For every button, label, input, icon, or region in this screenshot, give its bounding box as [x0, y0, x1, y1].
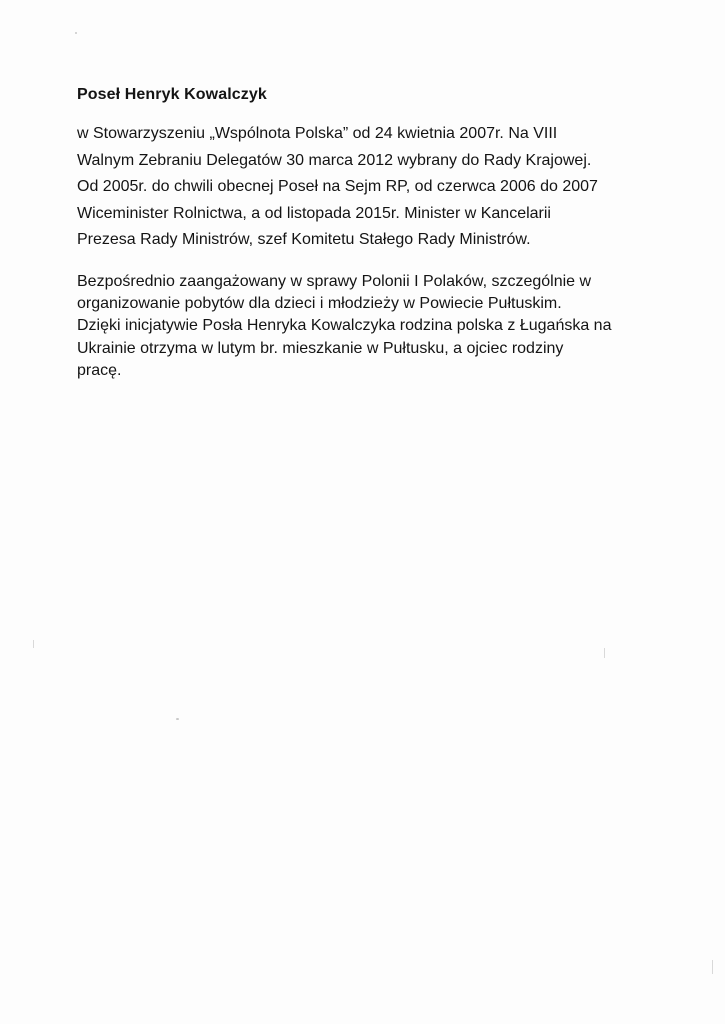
- text-line: pracę.: [77, 361, 122, 379]
- text-line: w Stowarzyszeniu „Wspólnota Polska” od 24 kwietnia 2007r. Na VIII: [77, 125, 558, 142]
- text-line: Prezesa Rady Ministrów, szef Komitetu Stałego Rady Ministrów.: [77, 231, 531, 248]
- text-line: organizowanie pobytów dla dzieci i młodzieży w Powiecie Pułtuskim.: [77, 295, 562, 313]
- paragraph-membership: [77, 121, 598, 254]
- text-line: Dzięki inicjatywie Posła Henryka Kowalczyka rodzina polska z Ługańska na: [77, 317, 612, 335]
- scan-speck: [75, 32, 77, 34]
- document-title: Poseł Henryk Kowalczyk: [77, 86, 267, 103]
- text-line: Ukrainie otrzyma w lutym br. mieszkanie w Pułtusku, a ojciec rodziny: [77, 339, 564, 357]
- scan-edge-mark: [33, 640, 34, 648]
- paragraph-activities: [77, 271, 611, 382]
- text-line: Walnym Zebraniu Delegatów 30 marca 2012 wybrany do Rady Krajowej.: [77, 151, 592, 169]
- text-line: Bezpośrednio zaangażowany w sprawy Polonii I Polaków, szczególnie w: [77, 273, 592, 290]
- text-line: Od 2005r. do chwili obecnej Poseł na Sejm RP, od czerwca 2006 do 2007: [77, 178, 598, 195]
- text-line: Wiceminister Rolnictwa, a od listopada 2015r. Minister w Kancelarii: [77, 204, 551, 222]
- scan-edge-mark: [604, 648, 605, 658]
- scan-speck: [176, 718, 179, 720]
- scan-edge-mark: [712, 960, 713, 974]
